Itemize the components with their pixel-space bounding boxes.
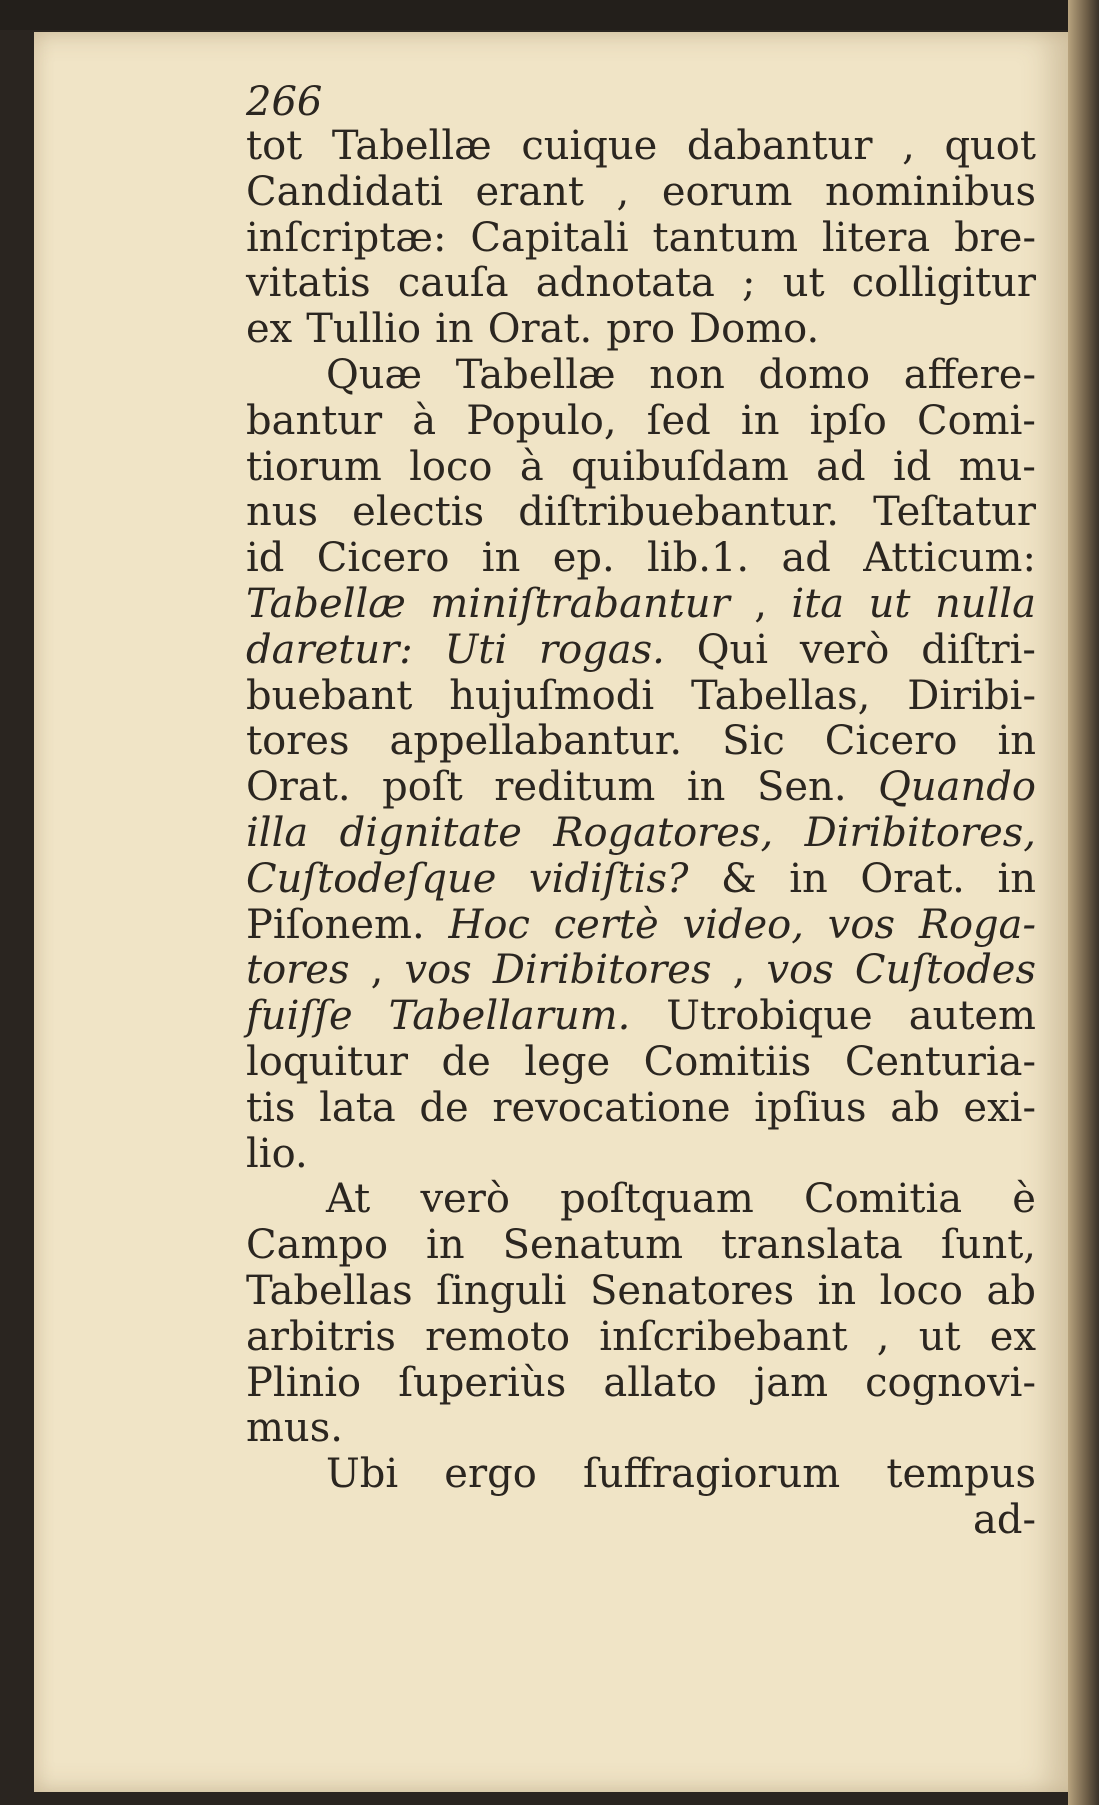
text-line xyxy=(246,765,1036,811)
text-line xyxy=(246,490,1036,536)
word: Diribitores xyxy=(492,947,712,994)
page-text xyxy=(246,78,1036,1544)
word: in xyxy=(481,535,521,582)
word: remoto xyxy=(425,1313,571,1360)
word: verò xyxy=(799,626,890,673)
word: tiorum xyxy=(246,443,382,490)
word: cognovi- xyxy=(865,1359,1036,1406)
word: buebant xyxy=(246,672,413,719)
word: tis xyxy=(246,1084,296,1131)
word: lio. xyxy=(246,1130,308,1177)
word: dignitate xyxy=(339,809,522,856)
word: rogas. xyxy=(538,626,665,673)
word: poſtquam xyxy=(560,1176,754,1223)
text-line xyxy=(246,261,1036,307)
word: lata xyxy=(319,1084,396,1131)
word: Tabellæ xyxy=(455,351,616,398)
word: vos xyxy=(404,947,472,994)
word: autem xyxy=(908,993,1036,1040)
word: in xyxy=(817,1267,857,1314)
word: Plinio xyxy=(246,1359,362,1406)
word: Comitia xyxy=(803,1176,963,1223)
word: inſcribebant xyxy=(599,1313,848,1360)
word: vidiſtis? xyxy=(529,855,689,902)
word: in xyxy=(435,306,474,353)
text-line xyxy=(246,719,1036,765)
word: ita xyxy=(791,580,845,627)
word: Orat. xyxy=(246,764,351,811)
word: Atticum: xyxy=(863,535,1036,582)
word: loco xyxy=(879,1267,964,1314)
word: , xyxy=(902,123,915,169)
word: Rogatores, xyxy=(553,809,774,856)
text-line xyxy=(246,1223,1036,1269)
word: Hoc xyxy=(448,901,530,948)
word: ex xyxy=(989,1313,1036,1360)
word: exi- xyxy=(963,1084,1036,1131)
word: , xyxy=(732,947,746,994)
word: certè xyxy=(553,901,659,948)
word: erant xyxy=(475,168,584,215)
word: Tabellæ xyxy=(246,580,406,627)
scan-top-edge xyxy=(0,0,1099,30)
word: ut xyxy=(918,1313,961,1360)
word: domo xyxy=(758,351,871,398)
word: quot xyxy=(944,123,1036,169)
word: verò xyxy=(420,1176,510,1223)
word: ſuffragiorum xyxy=(582,1451,841,1498)
word: in xyxy=(789,855,828,902)
word: Sic xyxy=(722,718,785,765)
word: Centuria- xyxy=(844,1038,1036,1085)
text-line xyxy=(246,353,1036,399)
word: mu- xyxy=(958,443,1036,490)
word: Candidati xyxy=(246,168,443,215)
word: Sen. xyxy=(756,764,847,811)
text-line xyxy=(246,1406,1036,1452)
word: Cuſtodes xyxy=(854,947,1036,994)
text-line xyxy=(246,903,1036,949)
word: à xyxy=(412,397,437,444)
word: , xyxy=(754,580,767,627)
word: de xyxy=(419,1084,469,1131)
word: loquitur xyxy=(246,1038,408,1085)
text-line xyxy=(246,1361,1036,1407)
word: Capitali xyxy=(470,214,629,261)
word: tores xyxy=(246,718,350,765)
text-line xyxy=(246,1086,1036,1132)
word: Diribitores, xyxy=(804,809,1036,856)
word: affere- xyxy=(903,351,1036,398)
word: ipſo xyxy=(809,397,887,444)
word: , xyxy=(370,947,384,994)
word: ; xyxy=(742,260,756,307)
word: ab xyxy=(986,1267,1036,1314)
word: Quæ xyxy=(326,351,423,398)
word: arbitris xyxy=(246,1313,396,1360)
text-line xyxy=(246,582,1036,628)
word: adnotata xyxy=(535,260,715,307)
word: Orat. xyxy=(487,306,593,353)
word: daretur: xyxy=(246,626,413,673)
word: jam xyxy=(753,1359,829,1406)
word: nulla xyxy=(934,580,1036,627)
word: electis xyxy=(352,489,485,536)
word: pro xyxy=(606,306,676,353)
word: ad xyxy=(781,535,831,582)
text-line xyxy=(246,994,1036,1040)
word: ut xyxy=(868,580,911,627)
word: litera xyxy=(821,214,931,261)
word: Tabellarum. xyxy=(388,993,631,1040)
word: inſcriptæ: xyxy=(246,214,447,261)
word: ab xyxy=(890,1084,940,1131)
text-line xyxy=(246,1315,1036,1361)
word: illa xyxy=(246,809,309,856)
word: ep. xyxy=(552,535,615,582)
word: dabantur xyxy=(686,123,873,169)
word: & xyxy=(721,855,757,902)
word: poſt xyxy=(382,764,463,811)
word: Quando xyxy=(878,764,1036,811)
word: ergo xyxy=(444,1451,537,1498)
word: translata xyxy=(721,1222,903,1269)
text-line xyxy=(246,170,1036,216)
book-spine xyxy=(1068,0,1099,1805)
word: vos xyxy=(766,947,834,994)
word: Comi- xyxy=(916,397,1036,444)
word: cuique xyxy=(521,123,658,169)
word: Orat. xyxy=(860,855,965,902)
word: Piſonem. xyxy=(246,901,425,948)
word: ad- xyxy=(973,1496,1036,1543)
word: diſtri- xyxy=(921,626,1036,673)
word: Tabellas xyxy=(246,1267,413,1314)
word: in xyxy=(997,718,1036,765)
word: nus xyxy=(246,489,319,536)
word: Comitiis xyxy=(643,1038,812,1085)
word: ſunt, xyxy=(940,1222,1036,1269)
word: è xyxy=(1012,1176,1036,1223)
text-line xyxy=(246,1132,1036,1178)
word: tantum xyxy=(652,214,798,261)
word: eorum xyxy=(661,168,793,215)
text-line xyxy=(246,1177,1036,1223)
text-line xyxy=(246,857,1036,903)
word: cauſa xyxy=(397,260,509,307)
word: id xyxy=(246,535,285,582)
word: vitatis xyxy=(246,260,371,307)
text-line xyxy=(246,307,1036,353)
word: ipſius xyxy=(754,1084,867,1131)
word: diſtribuebantur. xyxy=(518,489,839,536)
word: Tabellæ xyxy=(331,123,492,169)
word: ad xyxy=(816,443,866,490)
word: fuiſſe xyxy=(246,993,353,1040)
word: reditum xyxy=(494,764,656,811)
text-line xyxy=(246,216,1036,262)
word: , xyxy=(616,168,630,215)
word: , xyxy=(876,1313,890,1360)
word: in xyxy=(686,764,726,811)
text-line xyxy=(246,1452,1036,1498)
word: tempus xyxy=(886,1451,1036,1498)
word: Senatores xyxy=(589,1267,795,1314)
word: revocatione xyxy=(492,1084,731,1131)
word: At xyxy=(326,1176,371,1223)
word: Campo xyxy=(246,1222,389,1269)
word: Cuſtodeſque xyxy=(246,855,497,902)
word: in xyxy=(426,1222,465,1269)
word: mus. xyxy=(246,1405,343,1452)
word: Qui xyxy=(696,626,769,673)
text-line xyxy=(246,674,1036,720)
text-line xyxy=(246,399,1036,445)
word: lib.1. xyxy=(647,535,750,582)
text-line xyxy=(246,445,1036,491)
word: Populo, xyxy=(466,397,617,444)
text-line xyxy=(246,536,1036,582)
word: Senatum xyxy=(502,1222,684,1269)
word: ſed xyxy=(646,397,711,444)
word: Tabellas, xyxy=(691,672,871,719)
word: miniſtrabantur xyxy=(430,580,730,627)
word: ſinguli xyxy=(436,1267,567,1314)
word: Tullio xyxy=(306,306,422,353)
word: de xyxy=(441,1038,491,1085)
word: Utrobique xyxy=(666,993,873,1040)
word: quibuſdam xyxy=(571,443,789,490)
text-line xyxy=(246,811,1036,857)
word: video, xyxy=(682,901,804,948)
word: id xyxy=(892,443,932,490)
text-line xyxy=(246,948,1036,994)
text-line xyxy=(246,1498,1036,1544)
word: Domo. xyxy=(689,306,820,353)
word: in xyxy=(740,397,780,444)
word: colligitur xyxy=(851,260,1036,307)
word: appellabantur. xyxy=(389,718,683,765)
word: vos xyxy=(827,901,895,948)
word: in xyxy=(997,855,1036,902)
word: ſuperiùs xyxy=(398,1359,567,1406)
word: Ubi xyxy=(326,1451,399,1498)
text-line xyxy=(246,124,1036,170)
word: lege xyxy=(524,1038,611,1085)
page-number: 266 xyxy=(246,79,323,125)
word: Roga- xyxy=(918,901,1036,948)
word: loco xyxy=(409,443,493,490)
word: à xyxy=(519,443,544,490)
word: Cicero xyxy=(824,718,958,765)
word: tores xyxy=(246,947,350,994)
text-line xyxy=(246,1040,1036,1086)
text-line xyxy=(246,628,1036,674)
word: Teſtatur xyxy=(873,489,1036,536)
text-lines xyxy=(246,124,1036,1544)
text-line xyxy=(246,1269,1036,1315)
word: ut xyxy=(782,260,825,307)
word: tot xyxy=(246,123,303,169)
word: Diribi- xyxy=(907,672,1036,719)
word: allato xyxy=(603,1359,717,1406)
word: bantur xyxy=(246,397,383,444)
word: ex xyxy=(246,306,293,353)
word: non xyxy=(649,351,725,398)
word: Uti xyxy=(444,626,508,673)
word: Cicero xyxy=(316,535,450,582)
word: bre- xyxy=(954,214,1036,261)
word: nominibus xyxy=(824,168,1036,215)
word: hujuſmodi xyxy=(449,672,655,719)
